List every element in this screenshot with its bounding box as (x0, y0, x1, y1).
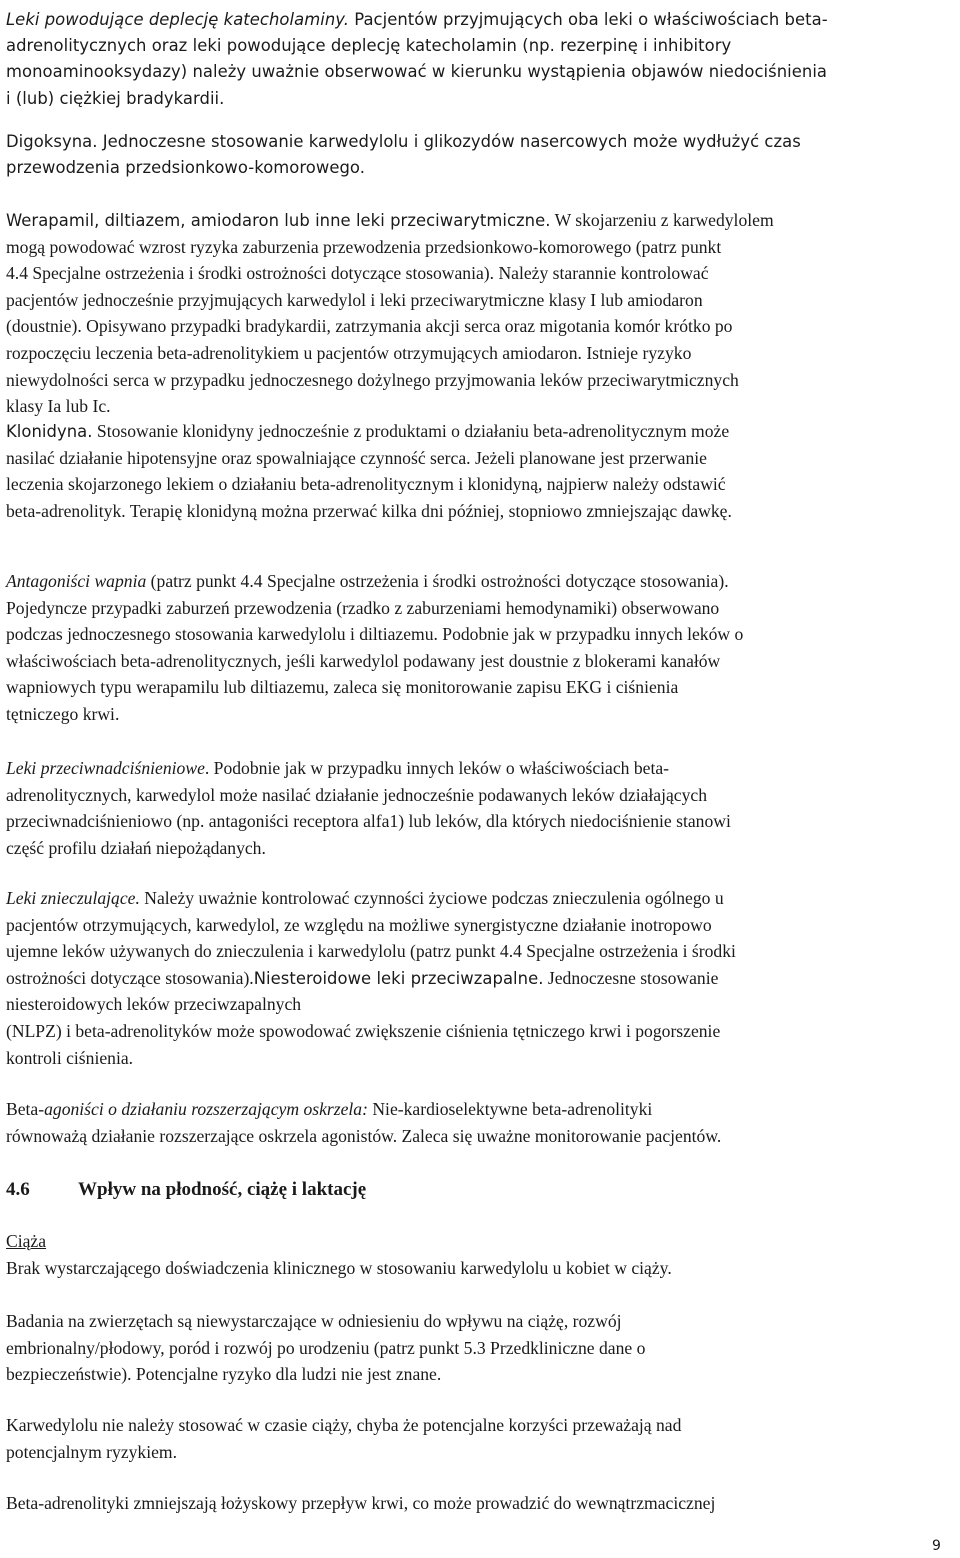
text-line: przewodzenia przedsionkowo-komorowego. (6, 157, 365, 177)
paragraph-antiarrhythmics (6, 207, 958, 420)
text-line: tętniczego krwi. (6, 703, 120, 724)
paragraph-catecholamine-depletion (6, 6, 958, 112)
paragraph-pregnancy (6, 1228, 958, 1281)
text-span: Jednoczesne stosowanie (543, 967, 719, 988)
text-line: Brak wystarczającego doświadczenia klinicznego w stosowaniu karwedylolu u kobiet w ciąży. (6, 1257, 672, 1278)
text-line: przeciwnadciśnieniowo (np. antagoniści receptora alfa1) lub leków, dla których niedociśnienie stanowi (6, 811, 731, 832)
text-span: Jednoczesne stosowanie karwedylolu i glikozydów nasercowych może wydłużyć czas (97, 132, 801, 151)
drug-class-label: Niesteroidowe leki przeciwzapalne. (253, 968, 544, 988)
text-line: ujemne leków używanych do znieczulenia i karwedylolu (patrz punkt 4.4 Specjalne ostrzeżenia i środki (6, 941, 736, 962)
paragraph-antihypertensives (6, 755, 958, 861)
text-line: Badania na zwierzętach są niewystarczające w odniesieniu do wpływu na ciążę, rozwój (6, 1311, 622, 1331)
text-line (6, 755, 958, 782)
text-span: . Podobnie jak w przypadku innych leków o właściwościach beta- (204, 758, 670, 778)
drug-class-label: agoniści o działaniu rozszerzającym oskrzela: (44, 1099, 368, 1119)
text-line: 4.4 Specjalne ostrzeżenia i środki ostrożności dotyczące stosowania). Należy starannie kontrolować (6, 263, 709, 284)
text-line: bezpieczeństwie). Potencjalne ryzyko dla ludzi nie jest znane. (6, 1364, 442, 1385)
drug-name-label: Klonidyna. (6, 422, 93, 441)
text-line (6, 1096, 958, 1123)
paragraph-animal-studies (6, 1308, 958, 1388)
text-line: Karwedylolu nie należy stosować w czasie ciąży, chyba że potencjalne korzyści przeważają nad (6, 1415, 682, 1435)
text-line: embrionalny/płodowy, poród i rozwój po urodzeniu (patrz punkt 5.3 Przedkliniczne dane o (6, 1337, 646, 1358)
drug-class-label: Leki znieczulające. (6, 888, 140, 908)
paragraph-anesthetics (6, 885, 958, 1071)
text-line: pacjentów jednocześnie przyjmujących karwedylol i leki przeciwarytmiczne klasy I lub amiodaron (6, 289, 703, 310)
text-span: Beta- (6, 1099, 45, 1119)
drug-class-label: Leki przeciwnadciśnieniowe (6, 758, 205, 778)
text-line (6, 568, 958, 595)
section-number: 4.6 (6, 1179, 30, 1200)
text-line: Beta-adrenolityki zmniejszają łożyskowy przepływ krwi, co może prowadzić do wewnątrzmacicznej (6, 1493, 716, 1513)
text-line: beta-adrenolityk. Terapię klonidyną można przerwać kilka dni później, stopniowo zmniejszając dawkę. (6, 500, 732, 521)
text-span: Stosowanie klonidyny jednocześnie z produktami o działaniu beta-adrenolitycznym może (92, 421, 730, 441)
text-line: i (lub) ciężkiej bradykardii. (6, 88, 225, 108)
text-line: Pojedyncze przypadki zaburzeń przewodzenia (rzadko z zaburzeniami hemodynamiki) obserwowano (6, 597, 720, 618)
text-line: (doustnie). Opisywano przypadki bradykardii, zatrzymania akcji serca oraz migotania komór krótko po (6, 316, 733, 337)
text-line: nasilać działanie hipotensyjne oraz spowalniające czynność serca. Jeżeli planowane jest przerwanie (6, 447, 707, 468)
text-line: niewydolności serca w przypadku jednoczesnego dożylnego przyjmowania leków przeciwarytmicznych (6, 369, 739, 390)
text-line: (NLPZ) i beta-adrenolityków może spowodować zwiększenie ciśnienia tętniczego krwi i pogorszenie (6, 1020, 721, 1041)
text-span: (patrz punkt 4.4 Specjalne ostrzeżenia i środki ostrożności dotyczące stosowania). (146, 571, 729, 591)
text-line (6, 128, 958, 155)
text-line: monoaminooksydazy) należy uważnie obserwować w kierunku wystąpienia objawów niedociśnienia (6, 62, 828, 82)
text-span: W skojarzeniu z karwedylolem (550, 210, 774, 230)
page-number: 9 (932, 1538, 941, 1554)
text-line: część profilu działań niepożądanych. (6, 837, 266, 858)
text-line: adrenolitycznych oraz leki powodujące deplecję katecholamin (np. rezerpinę i inhibitory (6, 35, 732, 55)
text-line: właściwościach beta-adrenolitycznych, jeśli karwedylol podawany jest doustnie z blokerami kanałów (6, 650, 721, 671)
paragraph-placental-flow (6, 1490, 958, 1517)
text-span: ostrożności dotyczące stosowania). (6, 967, 254, 988)
text-line (6, 965, 958, 992)
subheading-pregnancy: Ciąża (6, 1231, 47, 1251)
drug-class-label: Leki powodujące deplecję katecholaminy. (6, 10, 349, 29)
text-span: Pacjentów przyjmujących oba leki o właściwościach beta- (349, 10, 828, 29)
text-line (6, 207, 958, 234)
text-line: rozpoczęciu leczenia beta-adrenolitykiem u pacjentów otrzymujących amiodaron. Istnieje ryzyko (6, 342, 692, 363)
text-line: niesteroidowych leków przeciwzapalnych (6, 994, 302, 1015)
paragraph-calcium-antagonists (6, 568, 958, 728)
text-line: adrenolitycznych, karwedylol może nasilać działanie jednocześnie podawanych leków działających (6, 784, 707, 805)
text-line: potencjalnym ryzykiem. (6, 1441, 177, 1462)
text-line (6, 6, 958, 33)
drug-name-label: Digoksyna. (6, 132, 98, 151)
text-line: kontroli ciśnienia. (6, 1047, 134, 1068)
text-line: leczenia skojarzonego lekiem o działaniu beta-adrenolitycznym i klonidyną, najpierw należy odstawić (6, 474, 726, 495)
text-line: pacjentów otrzymujących, karwedylol, ze względu na możliwe synergistyczne działanie inotropowo (6, 914, 712, 935)
text-line: wapniowych typu werapamilu lub diltiazemu, zaleca się monitorowanie zapisu EKG i ciśnienia (6, 677, 679, 698)
text-line (6, 418, 958, 445)
drug-class-label: Werapamil, diltiazem, amiodaron lub inne leki przeciwarytmiczne. (6, 211, 551, 230)
paragraph-pregnancy-use (6, 1412, 958, 1465)
text-span: Należy uważnie kontrolować czynności życiowe podczas znieczulenia ogólnego u (139, 888, 724, 908)
paragraph-beta-agonists (6, 1096, 958, 1149)
text-line (6, 1228, 958, 1255)
text-line: klasy Ia lub Ic. (6, 396, 111, 417)
section-heading (6, 1176, 366, 1204)
text-span: Nie-kardioselektywne beta-adrenolityki (367, 1099, 653, 1119)
text-line: mogą powodować wzrost ryzyka zaburzenia przewodzenia przedsionkowo-komorowego (patrz punkt (6, 236, 722, 257)
text-line: podczas jednoczesnego stosowania karwedylolu i diltiazemu. Podobnie jak w przypadku innych leków o (6, 624, 744, 645)
drug-class-label: Antagoniści wapnia (6, 571, 147, 591)
text-line: równoważą działanie rozszerzające oskrzela agonistów. Zaleca się uważne monitorowanie pacjentów. (6, 1125, 722, 1146)
section-title: Wpływ na płodność, ciążę i laktację (78, 1179, 367, 1200)
paragraph-digoxin (6, 128, 958, 181)
paragraph-clonidine (6, 418, 958, 524)
text-line (6, 885, 958, 912)
